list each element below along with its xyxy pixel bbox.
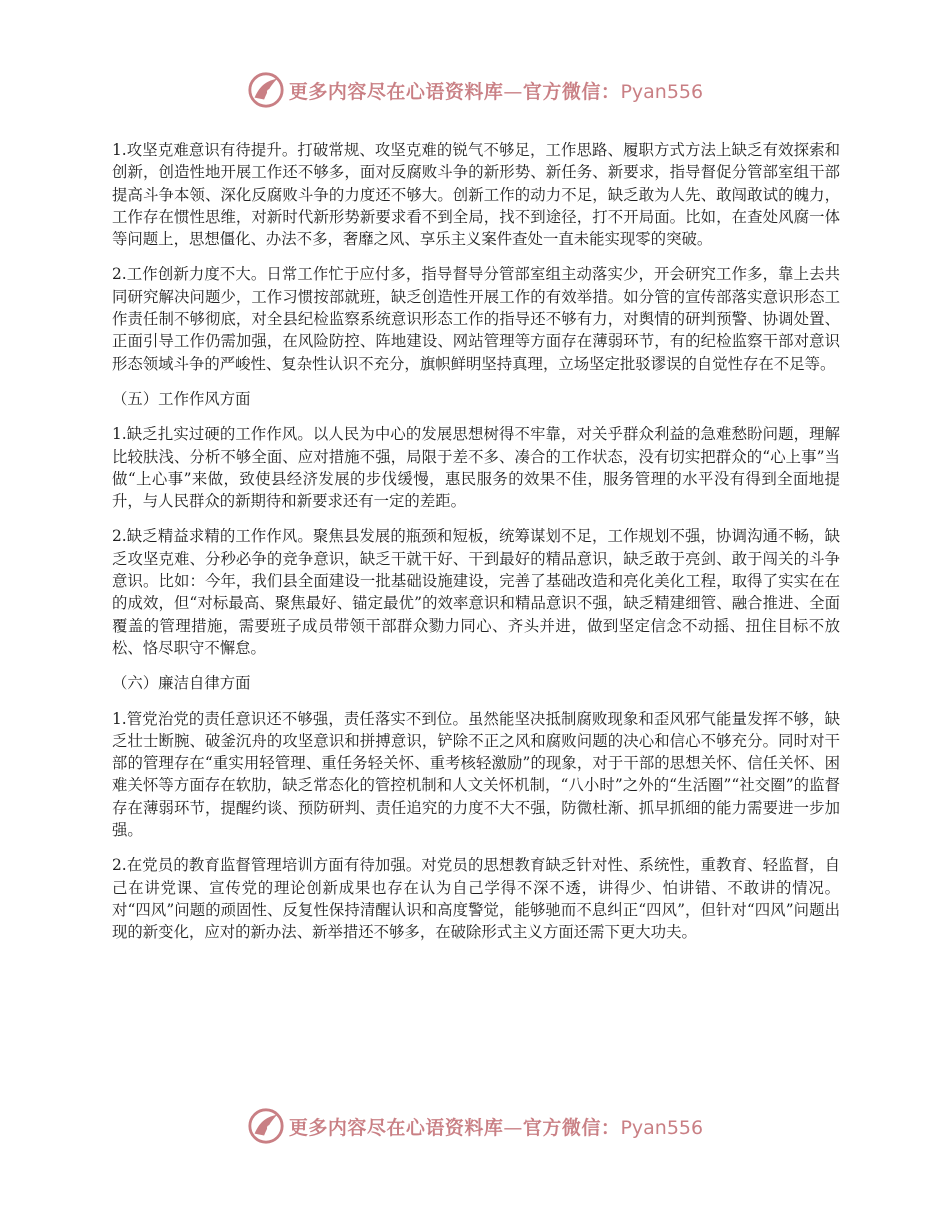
brand-logo-icon xyxy=(247,1107,285,1145)
banner-text: 更多内容尽在心语资料库—官方微信：Pyan556 xyxy=(288,1116,704,1139)
section-heading: （五）工作作风方面 xyxy=(112,389,251,408)
paragraph: 2.缺乏精益求精的工作作风。聚焦县发展的瓶颈和短板，统筹谋划不足，工作规划不强，协调沟通不畅，缺乏攻坚克难、分秒必争的竞争意识，缺乏干就干好、干到最好的精品意识，缺乏敢于亮剑、敢于闯关的斗争意识。比如：今年，我们县全面建设一批基础设施建设，完善了基础改造和亮化美化工程，取得了实实在在的成效，但“对标最高、聚焦最好、锚定最优”的效率意识和精品意识不强，缺乏精建细管、融合推进、全面覆盖的管理措施，需要班子成员带领干部群众勠力同心、齐头并进，做到坚定信念不动摇、扭住目标不放松、恪尽职守不懈怠。 xyxy=(112,527,840,657)
document-body xyxy=(112,139,840,957)
paragraph: 2.在党员的教育监督管理培训方面有待加强。对党员的思想教育缺乏针对性、系统性，重教育、轻监督，自己在讲党课、宣传党的理论创新成果也存在认为自己学得不深不透，讲得少、怕讲错、不敢讲的情况。对“四风”问题的顽固性、反复性保持清醒认识和高度警觉，能够驰而不息纠正“四风”，但针对“四风”问题出现的新变化，应对的新办法、新举措还不够多，在破除形式主义方面还需下更大功夫。 xyxy=(112,856,840,942)
paragraph: 1.攻坚克难意识有待提升。打破常规、攻坚克难的锐气不够足，工作思路、履职方式方法上缺乏有效探索和创新，创造性地开展工作还不够多，面对反腐败斗争的新形势、新任务、新要求，指导督促分管部室组干部提高斗争本领、深化反腐败斗争的力度还不够大。创新工作的动力不足，缺乏敢为人先、敢闯敢试的魄力，工作存在惯性思维，对新时代新形势新要求看不到全局，找不到途径，打不开局面。比如，在查处风腐一体等问题上，思想僵化、办法不多，奢靡之风、享乐主义案件查处一直未能实现零的突破。 xyxy=(112,141,840,249)
paragraph: 1.缺乏扎实过硬的工作作风。以人民为中心的发展思想树得不牢靠，对关乎群众利益的急难愁盼问题，理解比较肤浅、分析不够全面、应对措施不强，局限于差不多、凑合的工作状态，没有切实把群众的“心上事”当做“上心事”来做，致使县经济发展的步伐缓慢，惠民服务的效果不佳，服务管理的水平没有得到全面地提升，与人民群众的新期待和新要求还有一定的差距。 xyxy=(112,425,840,511)
section-heading: （六）廉洁自律方面 xyxy=(112,674,251,693)
banner-text: 更多内容尽在心语资料库—官方微信：Pyan556 xyxy=(288,80,704,103)
paragraph: 1.管党治党的责任意识还不够强，责任落实不到位。虽然能坚决抵制腐败现象和歪风邪气能量发挥不够，缺乏壮士断腕、破釜沉舟的攻坚意识和拼搏意识，铲除不正之风和腐败问题的决心和信心不够充分。同时对干部的管理存在“重实用轻管理、重任务轻关怀、重考核轻激励”的现象，对于干部的思想关怀、信任关怀、困难关怀等方面存在软肋，缺乏常态化的管控机制和人文关怀机制，“八小时”之外的“生活圈”“社交圈”的监督存在薄弱环节，提醒约谈、预防研判、责任追究的力度不大不强，防微杜渐、抓早抓细的能力需要进一步加强。 xyxy=(112,709,840,840)
paragraph: 2.工作创新力度不大。日常工作忙于应付多，指导督导分管部室组主动落实少，开会研究工作多，靠上去共同研究解决问题少，工作习惯按部就班，缺乏创造性开展工作的有效举措。如分管的宣传部落实意识形态工作责任制不够彻底，对全县纪检监察系统意识形态工作的指导还不够有力，对舆情的研判预警、协调处置、正面引导工作仍需加强，在风险防控、阵地建设、网站管理等方面存在薄弱环节，有的纪检监察干部对意识形态领域斗争的严峻性、复杂性认识不充分，旗帜鲜明坚持真理，立场坚定批驳谬误的自觉性存在不足等。 xyxy=(112,265,840,373)
footer-banner xyxy=(0,1104,950,1148)
brand-logo-icon xyxy=(247,71,285,109)
header-banner xyxy=(0,68,950,112)
